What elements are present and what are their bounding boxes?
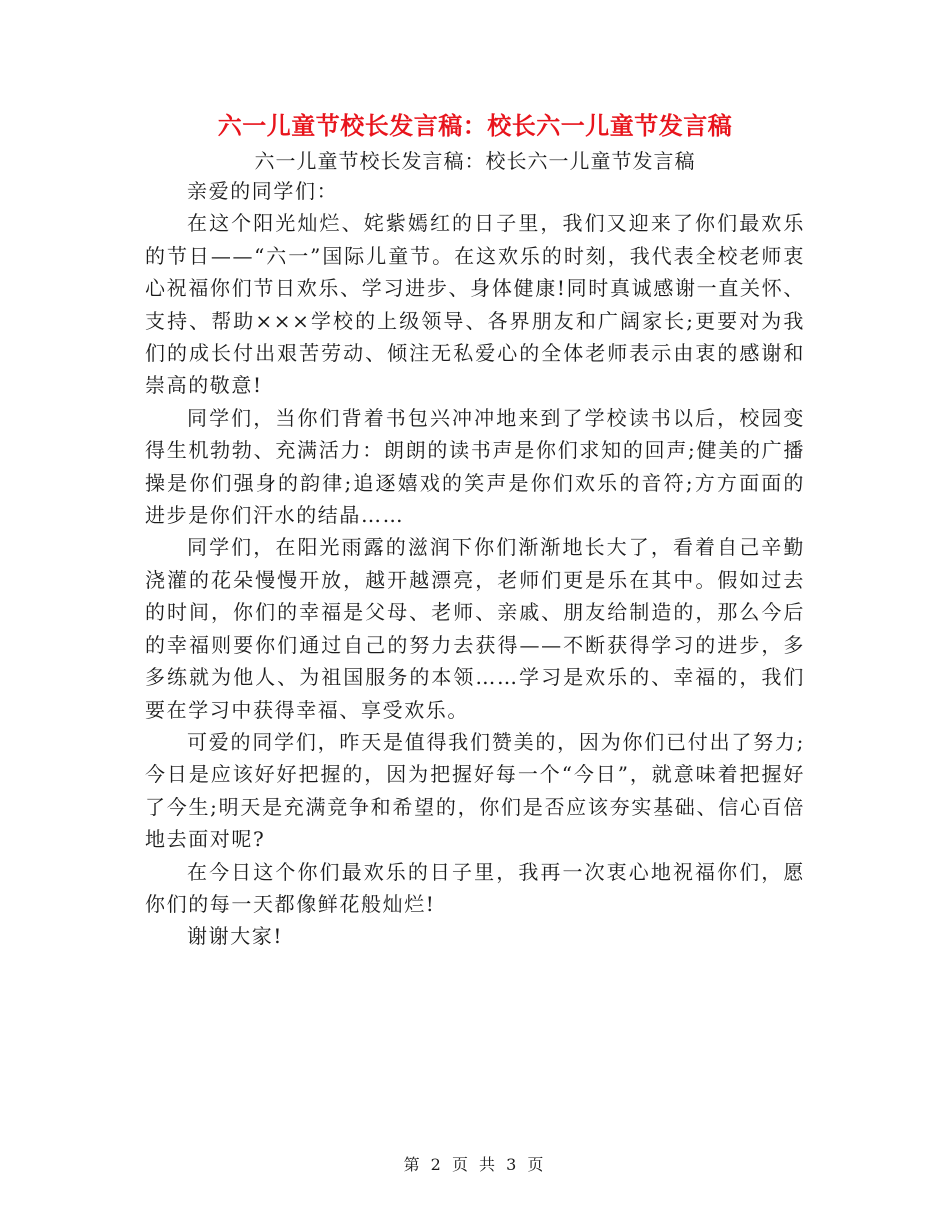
document-body (145, 175, 805, 953)
salutation: 亲爱的同学们： (187, 179, 339, 203)
paragraph-growth: 同学们，在阳光雨露的滋润下你们渐渐地长大了，看着自己辛勤浇灌的花朵慢慢开放，越开越漂亮，老师们更是乐在其中。假如过去的时间，你们的幸福是父母、老师、亲戚、朋友给制造的，那么今后的幸福则要你们通过自己的努力去获得——不断获得学习的进步，多多练就为他人、为祖国服务的本领……学习是欢乐的、幸福的，我们要在学习中获得幸福、享受欢乐。 (145, 535, 805, 722)
paragraph-school-life: 同学们，当你们背着书包兴冲冲地来到了学校读书以后，校园变得生机勃勃、充满活力：朗朗的读书声是你们求知的回声;健美的广播操是你们强身的韵律;追逐嬉戏的笑声是你们欢乐的音符;方方面面的进步是你们汗水的结晶…… (145, 405, 805, 528)
paragraph-opening: 在这个阳光灿烂、姹紫嫣红的日子里，我们又迎来了你们最欢乐的节日——“六一”国际儿童节。在这欢乐的时刻，我代表全校老师衷心祝福你们节日欢乐、学习进步、身体健康!同时真诚感谢一直关怀、支持、帮助×××学校的上级领导、各界朋友和广阔家长;更要对为我们的成长付出艰苦劳动、倾注无私爱心的全体老师表示由衷的感谢和崇高的敬意! (145, 211, 805, 398)
document-subtitle: 六一儿童节校长发言稿：校长六一儿童节发言稿 (254, 149, 696, 173)
closing-thanks: 谢谢大家! (187, 924, 284, 949)
paragraph-yesterday-today-tomorrow: 可爱的同学们，昨天是值得我们赞美的，因为你们已付出了努力;今日是应该好好把握的，因为把握好每一个“今日”，就意味着把握好了今生;明天是充满竞争和希望的，你们是否应该夯实基础、信心百倍地去面对呢? (145, 729, 805, 852)
document-title: 六一儿童节校长发言稿：校长六一儿童节发言稿 (217, 112, 733, 140)
page-number-footer: 第 2 页 共 3 页 (403, 1155, 547, 1174)
paragraph-blessing: 在今日这个你们最欢乐的日子里，我再一次衷心地祝福你们，愿你们的每一天都像鲜花般灿烂! (145, 859, 805, 916)
